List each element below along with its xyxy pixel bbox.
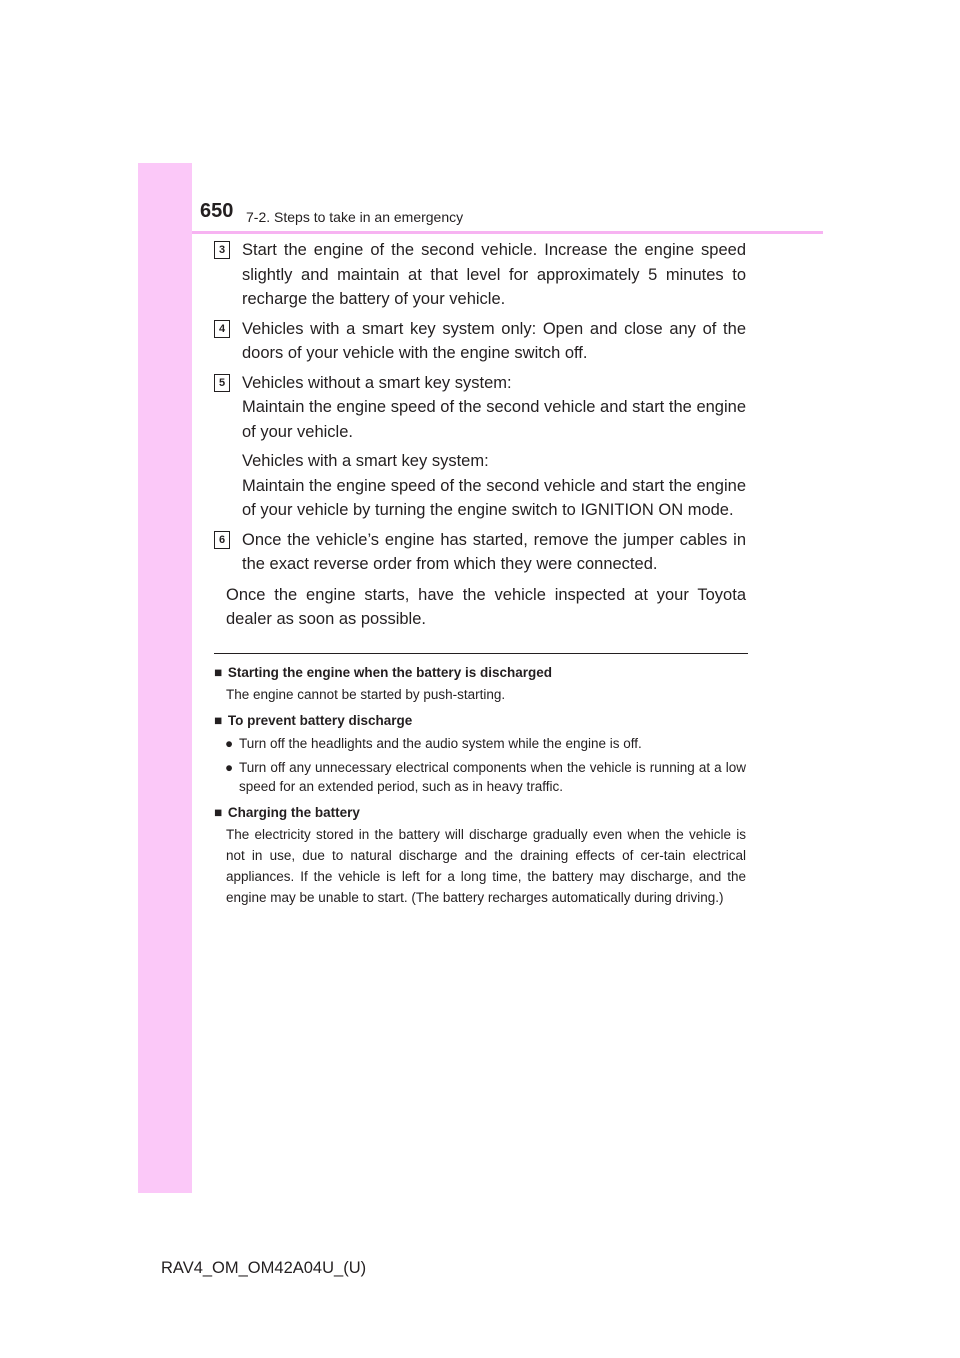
square-bullet-icon: ■: [214, 804, 223, 820]
step-text: Vehicles with a smart key system only: Open and close any of the doors of your vehicle with the engine switch off.: [242, 319, 746, 362]
header-rule: [192, 231, 823, 234]
note-body: The engine cannot be started by push-starting.: [226, 687, 506, 702]
note-title: ■ To prevent battery discharge: [214, 713, 413, 728]
note-charging-battery: [214, 804, 746, 908]
note-title: ■ Charging the battery: [214, 804, 360, 820]
side-tab-band: [138, 163, 192, 1193]
note-discharged-start: [214, 664, 746, 705]
notes-divider: [214, 653, 748, 654]
bullet-dot-icon: ●: [225, 759, 234, 775]
square-bullet-icon: ■: [214, 665, 223, 680]
main-content: [214, 238, 746, 632]
step-5: [214, 371, 746, 523]
note-title: ■ Starting the engine when the battery is discharged: [214, 665, 552, 680]
step-number-badge: 4: [214, 320, 230, 338]
square-bullet-icon: ■: [214, 713, 223, 728]
step-text: Start the engine of the second vehicle. Increase the engine speed slightly and maintain at that level for approximately 5 minutes to recharge the battery of your vehicle.: [242, 241, 746, 308]
note-prevent-discharge: [214, 712, 746, 797]
note-body: The electricity stored in the battery will discharge gradually even when the vehicle is not in use, due to natural discharge and the draining effects of cer-tain electrical appliances. If the vehicle is left for a long time, the battery may discharge, and the engine may be unable to start. (The battery recharges automatically during driving.): [226, 826, 746, 905]
bullet-dot-icon: ●: [225, 736, 234, 751]
document-code-footer: RAV4_OM_OM42A04U_(U): [161, 1259, 367, 1277]
step-number-badge: 3: [214, 241, 230, 259]
page-number: 650: [200, 200, 234, 222]
step-number-badge: 6: [214, 531, 230, 549]
notes-section: [214, 664, 746, 915]
step-3: [214, 238, 746, 312]
list-item: ● Turn off any unnecessary electrical components when the vehicle is running at a low speed for an extended period, such as in heavy traffic.: [225, 759, 746, 794]
closing-paragraph: Once the engine starts, have the vehicle inspected at your Toyota dealer as soon as possible.: [226, 585, 746, 628]
step-number-badge: 5: [214, 374, 230, 392]
step-text: Once the vehicle’s engine has started, remove the jumper cables in the exact reverse order from which they were connected.: [242, 530, 746, 573]
step-subheading: Vehicles without a smart key system:: [242, 373, 512, 392]
section-title: 7-2. Steps to take in an emergency: [246, 209, 464, 225]
step-text: Maintain the engine speed of the second vehicle and start the engine of your vehicle by turning the engine switch to IGNITION ON mode.: [242, 476, 746, 519]
step-6: [214, 528, 746, 577]
step-4: [214, 317, 746, 366]
step-subheading: Vehicles with a smart key system:: [242, 452, 489, 470]
step-text: Maintain the engine speed of the second vehicle and start the engine of your vehicle.: [242, 398, 746, 441]
list-item: ● Turn off the headlights and the audio system while the engine is off.: [214, 734, 746, 754]
